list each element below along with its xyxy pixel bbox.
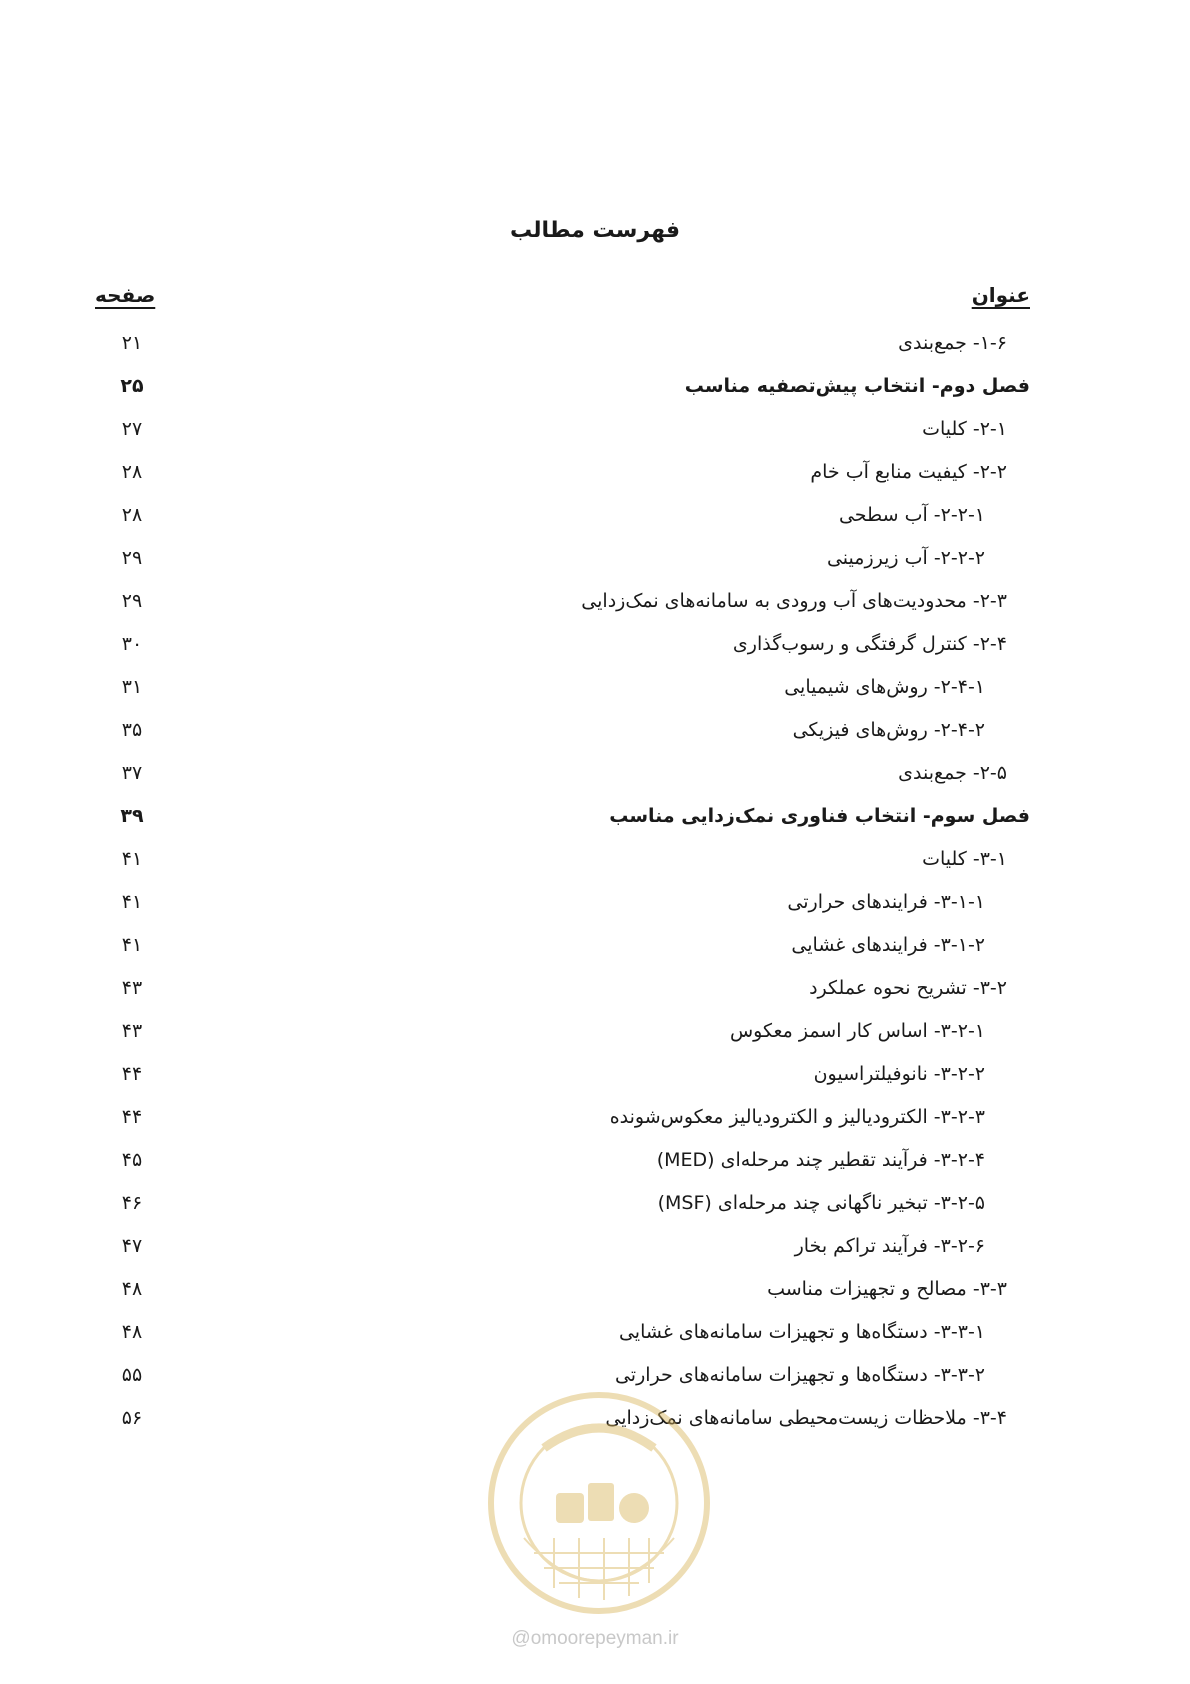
toc-entry-page: ۳۰	[121, 633, 143, 655]
toc-entry-page: ۵۶	[121, 1407, 143, 1429]
toc-row	[0, 666, 1190, 706]
toc-entry-title: ۳-۲-۳- الکترودیالیز و الکترودیالیز معکوس‌شونده	[609, 1106, 985, 1128]
toc-row	[0, 967, 1190, 1007]
toc-entry-page: ۳۱	[121, 676, 143, 698]
toc-entry-title: ۲-۲-۱- آب سطحی	[838, 504, 985, 526]
footer-url: @omoorepeyman.ir	[511, 1628, 679, 1649]
toc-entry-page: ۲۹	[121, 547, 143, 569]
toc-entry-title: ۳-۲-۵- تبخیر ناگهانی چند مرحله‌ای (MSF)	[657, 1192, 985, 1214]
toc-entry-page: ۲۷	[121, 418, 143, 440]
column-header-page: صفحه	[95, 283, 156, 307]
toc-row	[0, 838, 1190, 878]
toc-row	[0, 1096, 1190, 1136]
toc-row	[0, 537, 1190, 577]
toc-entry-page: ۵۵	[121, 1364, 143, 1386]
toc-entry-title: ۲-۲- کیفیت منابع آب خام	[810, 461, 1007, 483]
toc-row	[0, 580, 1190, 620]
toc-entry-title: ۱-۶- جمع‌بندی	[898, 332, 1007, 354]
toc-entry-title: ۲-۴- کنترل گرفتگی و رسوب‌گذاری	[732, 633, 1007, 655]
toc-chapter-row	[0, 365, 1190, 405]
toc-entry-title: ۲-۲-۲- آب زیرزمینی	[826, 547, 985, 569]
toc-entry-page: ۴۸	[121, 1321, 143, 1343]
toc-row	[0, 1268, 1190, 1308]
toc-entry-title: ۲-۳- محدودیت‌های آب ورودی به سامانه‌های نمک‌زدایی	[581, 590, 1007, 612]
toc-entry-title: ۳-۲- تشریح نحوه عملکرد	[809, 977, 1007, 999]
toc-entry-page: ۴۳	[121, 1020, 143, 1042]
toc-entry-title: ۳-۱-۲- فرایندهای غشایی	[791, 934, 985, 956]
toc-entry-page: ۳۵	[121, 719, 143, 741]
publisher-seal-watermark	[484, 1388, 714, 1618]
toc-entry-title: ۳-۱-۱- فرایندهای حرارتی	[787, 891, 985, 913]
toc-entry-title: ۳-۱- کلیات	[922, 848, 1007, 870]
toc-row	[0, 451, 1190, 491]
toc-entry-page: ۲۹	[121, 590, 143, 612]
toc-row	[0, 924, 1190, 964]
toc-entry-page: ۴۱	[121, 934, 143, 956]
toc-entry-title: ۳-۲-۴- فرآیند تقطیر چند مرحله‌ای (MED)	[656, 1149, 985, 1171]
toc-row	[0, 752, 1190, 792]
toc-entry-title: ۳-۲-۲- نانوفیلتراسیون	[813, 1063, 985, 1085]
toc-entry-page: ۴۵	[121, 1149, 143, 1171]
toc-entry-title: فصل دوم- انتخاب پیش‌تصفیه مناسب	[684, 375, 1030, 397]
toc-entry-title: ۳-۲-۱- اساس کار اسمز معکوس	[729, 1020, 985, 1042]
toc-row	[0, 1225, 1190, 1265]
toc-entry-page: ۴۷	[121, 1235, 143, 1257]
toc-entry-title: ۲-۱- کلیات	[922, 418, 1007, 440]
toc-row	[0, 322, 1190, 362]
toc-entry-page: ۴۳	[121, 977, 143, 999]
toc-entry-page: ۴۱	[121, 848, 143, 870]
toc-entry-page: ۲۱	[121, 332, 143, 354]
toc-entry-page: ۴۸	[121, 1278, 143, 1300]
toc-row	[0, 709, 1190, 749]
toc-entry-title: ۲-۵- جمع‌بندی	[898, 762, 1007, 784]
toc-entry-title: ۳-۲-۶- فرآیند تراکم بخار	[794, 1235, 985, 1257]
toc-entry-title: ۳-۳-۲- دستگاه‌ها و تجهیزات سامانه‌های حرارتی	[614, 1364, 985, 1386]
toc-row	[0, 1010, 1190, 1050]
column-header-title: عنوان	[971, 283, 1030, 307]
toc-entry-title: ۳-۳-۱- دستگاه‌ها و تجهیزات سامانه‌های غشایی	[618, 1321, 985, 1343]
toc-entry-page: ۳۷	[121, 762, 143, 784]
toc-entry-page: ۲۸	[121, 504, 143, 526]
toc-entry-page: ۴۱	[121, 891, 143, 913]
toc-entry-page: ۲۵	[120, 375, 144, 397]
toc-row	[0, 408, 1190, 448]
toc-row	[0, 881, 1190, 921]
toc-row	[0, 494, 1190, 534]
toc-entry-title: ۲-۴-۱- روش‌های شیمیایی	[784, 676, 985, 698]
toc-entry-page: ۴۶	[121, 1192, 143, 1214]
toc-row	[0, 1139, 1190, 1179]
page-title: فهرست مطالب	[509, 218, 681, 243]
toc-entry-title: ۳-۳- مصالح و تجهیزات مناسب	[767, 1278, 1007, 1300]
toc-row	[0, 623, 1190, 663]
toc-row	[0, 1311, 1190, 1351]
toc-entry-page: ۲۸	[121, 461, 143, 483]
toc-entry-title: فصل سوم- انتخاب فناوری نمک‌زدایی مناسب	[609, 805, 1030, 827]
toc-entry-title: ۲-۴-۲- روش‌های فیزیکی	[792, 719, 985, 741]
toc-entry-page: ۴۴	[121, 1063, 143, 1085]
toc-entry-page: ۴۴	[121, 1106, 143, 1128]
toc-entry-title: ۳-۴- ملاحظات زیست‌محیطی سامانه‌های نمک‌زدایی	[605, 1407, 1007, 1429]
toc-chapter-row	[0, 795, 1190, 835]
toc-row	[0, 1182, 1190, 1222]
toc-entry-page: ۳۹	[120, 805, 144, 827]
toc-row	[0, 1053, 1190, 1093]
